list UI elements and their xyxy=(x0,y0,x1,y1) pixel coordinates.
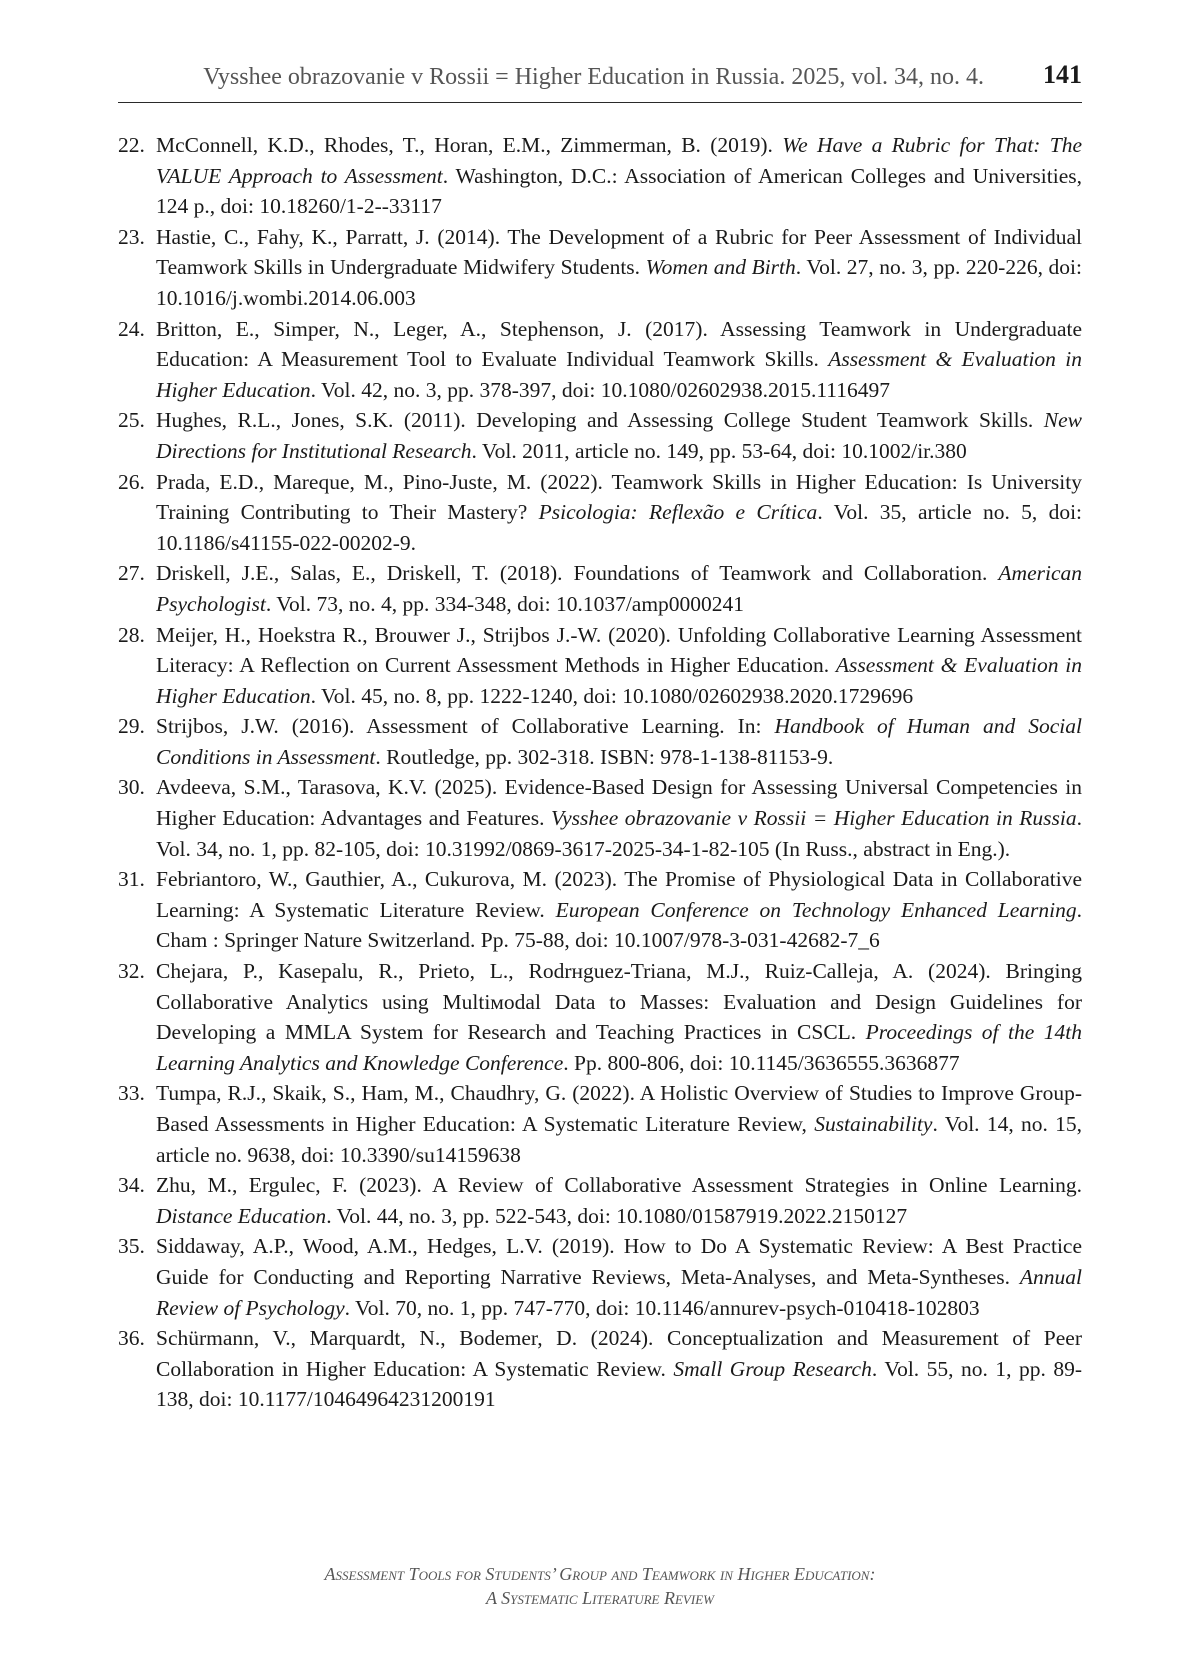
reference-item xyxy=(118,1170,1082,1231)
reference-source-title: Proceedings of the 14th Learning Analytics and Knowledge Conference xyxy=(156,1020,1082,1075)
reference-source-title: Handbook of Human and Social Conditions in Assessment xyxy=(156,714,1082,769)
reference-source-title: Vysshee obrazovanie v Rossii = Higher Education in Russia xyxy=(550,806,1077,831)
reference-number: 24. xyxy=(118,316,145,341)
reference-source-title: European Conference on Technology Enhanced Learning xyxy=(555,897,1077,922)
reference-number: 31. xyxy=(118,867,145,892)
reference-item xyxy=(118,864,1082,956)
reference-text: . Cham : Springer Nature Switzerland. Pp. 75-88, doi: 10.1007/978-3-031-42682-7_6 xyxy=(156,897,1082,953)
page-number: 141 xyxy=(1043,60,1082,89)
reference-source-title: Sustainability xyxy=(814,1112,933,1136)
reference-item xyxy=(118,405,1082,466)
journal-title: Vysshee obrazovanie v Rossii = Higher Education in Russia. 2025, vol. 34, no. 4. xyxy=(203,64,984,90)
reference-text: Hughes, R.L., Jones, S.K. (2011). Developing and Assessing College Student Teamwork Skills. xyxy=(156,408,1044,433)
reference-text: Meijer, H., Hoekstra R., Brouwer J., Strijbos J.-W. (2020). Unfolding Collaborative Learning Assessment Literacy: A Reflection on Current Assessment Methods in Higher Education. xyxy=(156,622,1082,678)
reference-item xyxy=(118,711,1082,772)
reference-number: 22. xyxy=(118,133,145,157)
reference-number: 33. xyxy=(118,1081,145,1106)
reference-number: 35. xyxy=(118,1234,145,1259)
reference-text: . Vol. 35, article no. 5, doi: 10.1186/s41155-022-00202-9. xyxy=(156,500,1083,555)
reference-number: 28. xyxy=(118,622,145,647)
reference-text: Zhu, M., Ergulec, F. (2023). A Review of Collaborative Assessment Strategies in Online Learning. xyxy=(156,1173,1082,1198)
reference-text: Hastie, C., Fahy, K., Parratt, J. (2014). The Development of a Rubric for Peer Assessment of Individual Teamwork Skills in Undergraduate Midwifery Students. xyxy=(156,224,1082,280)
reference-number: 23. xyxy=(118,224,145,249)
reference-number: 27. xyxy=(118,561,145,586)
reference-source-title: New Directions for Institutional Research xyxy=(156,408,1082,463)
reference-list xyxy=(118,130,1082,1415)
reference-source-title: We Have a Rubric for That: The VALUE Approach to Assessment xyxy=(156,133,1082,188)
running-header xyxy=(118,58,1082,103)
reference-source-title: Small Group Research xyxy=(673,1356,872,1381)
reference-text: Driskell, J.E., Salas, E., Driskell, T. (2018). Foundations of Teamwork and Collaboration. xyxy=(156,561,999,586)
reference-item xyxy=(118,467,1082,559)
reference-text: Prada, E.D., Mareque, M., Pino-Juste, M. (2022). Teamwork Skills in Higher Education: Is University Training Contributing to Their Mastery? xyxy=(156,469,1082,525)
reference-text: Britton, E., Simper, N., Leger, A., Stephenson, J. (2017). Assessing Teamwork in Undergraduate Education: A Measurement Tool to Evaluate Individual Teamwork Skills. xyxy=(156,316,1082,372)
reference-text: Febriantoro, W., Gauthier, A., Cukurova, M. (2023). The Promise of Physiological Data in Collaborative Learning: A Systematic Literature Review. xyxy=(156,867,1082,922)
reference-text: McConnell, K.D., Rhodes, T., Horan, E.M., Zimmerman, B. (2019). xyxy=(156,133,783,157)
reference-text: . Vol. 73, no. 4, pp. 334-348, doi: 10.1037/amp0000241 xyxy=(265,591,745,616)
reference-text: Chejara, P., Kasepalu, R., Prieto, L., Rodrнguez-Triana, M.J., Ruiz-Calleja, A. (2024). Bringing Collaborative Analytics using Multiмodal Data to Masses: Evaluation and Design Guidelines for Developing a MMLA System for Research and Teaching Practices in CSCL. xyxy=(156,959,1082,1045)
reference-text: Tumpa, R.J., Skaik, S., Ham, M., Chaudhry, G. (2022). A Holistic Overview of Studies to Improve Group-Based Assessments in Higher Education: A Systematic Literature Review, xyxy=(156,1081,1082,1136)
reference-text: . Washington, D.C.: Association of American Colleges and Universities, 124 p., doi: 10.18260/1-2--33117 xyxy=(156,163,1082,219)
reference-text: . Vol. 27, no. 3, pp. 220-226, doi: 10.1016/j.wombi.2014.06.003 xyxy=(156,255,1082,310)
reference-text: Schürmann, V., Marquardt, N., Bodemer, D. (2024). Conceptualization and Measurement of Peer Collaboration in Higher Education: A Systematic Review. xyxy=(156,1326,1082,1381)
reference-item xyxy=(118,1231,1082,1323)
reference-text: Siddaway, A.P., Wood, A.M., Hedges, L.V. (2019). How to Do A Systematic Review: A Best Practice Guide for Conducting and Reporting Narrative Reviews, Meta-Analyses, and Meta-Syntheses. xyxy=(156,1234,1082,1289)
reference-text: . Vol. 70, no. 1, pp. 747-770, doi: 10.1146/annurev-psych-010418-102803 xyxy=(344,1295,980,1320)
reference-text: . Vol. 42, no. 3, pp. 378-397, doi: 10.1080/02602938.2015.1116497 xyxy=(310,377,890,402)
reference-text: Strijbos, J.W. (2016). Assessment of Collaborative Learning. In: xyxy=(156,714,775,739)
reference-item xyxy=(118,130,1082,222)
reference-text: . Vol. 14, no. 15, article no. 9638, doi: 10.3390/su14159638 xyxy=(156,1112,1082,1167)
reference-text: . Vol. 45, no. 8, pp. 1222-1240, doi: 10.1080/02602938.2020.1729696 xyxy=(310,683,914,708)
reference-source-title: Distance Education xyxy=(156,1203,327,1228)
reference-item xyxy=(118,956,1082,1078)
reference-number: 25. xyxy=(118,408,145,433)
reference-text: Avdeeva, S.M., Tarasova, K.V. (2025). Evidence-Based Design for Assessing Universal Competencies in Higher Education: Advantages and Features. xyxy=(156,775,1082,831)
running-footer xyxy=(0,1562,1200,1610)
reference-source-title: Annual Review of Psychology xyxy=(156,1264,1082,1320)
reference-source-title: Psicologia: Reflexão e Crítica xyxy=(538,500,818,525)
reference-number: 30. xyxy=(118,775,145,800)
reference-number: 36. xyxy=(118,1326,145,1351)
reference-item xyxy=(118,314,1082,406)
reference-text: . Routledge, pp. 302-318. ISBN: 978-1-138-81153-9. xyxy=(375,744,834,769)
reference-item xyxy=(118,558,1082,619)
footer-line-2: A Systematic Literature Review xyxy=(486,1588,714,1608)
reference-item xyxy=(118,1323,1082,1415)
reference-source-title: Assessment & Evaluation in Higher Education xyxy=(156,653,1082,708)
reference-text: . Vol. 2011, article no. 149, pp. 53-64, doi: 10.1002/ir.380 xyxy=(471,438,967,463)
reference-source-title: Assessment & Evaluation in Higher Education xyxy=(156,347,1082,402)
reference-source-title: American Psychologist xyxy=(156,561,1082,616)
reference-text: . Vol. 44, no. 3, pp. 522-543, doi: 10.1080/01587919.2022.2150127 xyxy=(326,1203,908,1228)
footer-line-1: Assessment Tools for Students’ Group and Teamwork in Higher Education: xyxy=(324,1564,876,1584)
reference-text: . Vol. 34, no. 1, pp. 82-105, doi: 10.31992/0869-3617-2025-34-1-82-105 (In Russ., abstract in Eng.). xyxy=(156,806,1082,861)
reference-source-title: Women and Birth xyxy=(645,255,796,280)
reference-number: 34. xyxy=(118,1173,145,1198)
reference-item xyxy=(118,222,1082,314)
reference-item xyxy=(118,772,1082,864)
reference-item xyxy=(118,620,1082,712)
reference-text: . Pp. 800-806, doi: 10.1145/3636555.3636877 xyxy=(563,1050,960,1075)
reference-number: 32. xyxy=(118,959,145,984)
reference-number: 29. xyxy=(118,714,145,739)
reference-number: 26. xyxy=(118,469,145,494)
reference-item xyxy=(118,1078,1082,1170)
reference-text: . Vol. 55, no. 1, pp. 89-138, doi: 10.1177/10464964231200191 xyxy=(156,1356,1082,1412)
